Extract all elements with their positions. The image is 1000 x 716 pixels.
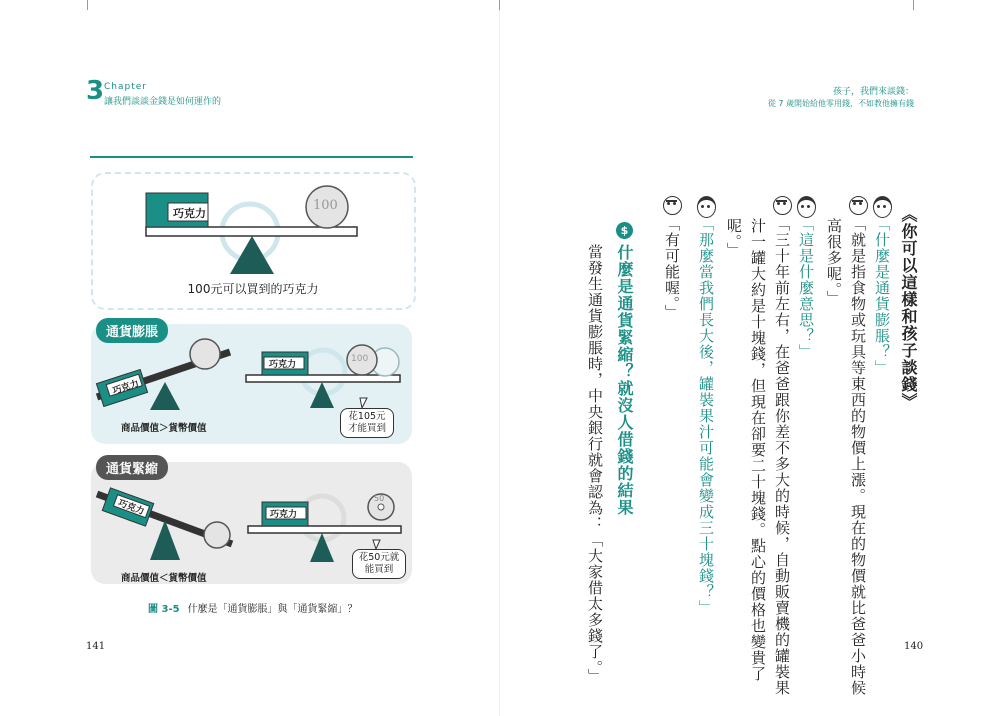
chocolate-label: 巧克力 [111,378,141,397]
scale-beam [248,526,401,533]
kid-avatar-icon [697,196,716,218]
dialogue-line: 「三十年前左右，在爸爸跟你差不多大的時候，自動販賣機的罐裝果 [773,216,791,696]
dad-avatar-icon [773,196,792,215]
chocolate-label: 巧克力 [173,207,206,220]
page-number-right: 140 [904,641,924,652]
dialogue-line: 「就是指食物或玩具等東西的物價上漲。現在的物價就比爸爸小時候 [849,216,867,696]
chocolate-label: 巧克力 [269,360,297,370]
dad-avatar-icon [663,196,682,215]
kid-avatar-icon [873,196,892,218]
chapter-number: 3 [86,76,105,106]
inflation-caption: 商品價值＞貨幣價值 [121,423,207,434]
body-text: 當發生通貨膨脹時，中央銀行就會認為：「大家借太多錢了。」 [586,244,604,685]
coin-100 [190,339,220,369]
page-number-left: 141 [86,641,106,652]
figure-caption: 圖 3-5 什麼是「通貨膨脹」與「通貨緊縮」？ [148,604,358,615]
coin-label: 100 [313,198,338,213]
dialogue-heading: 《你可以這樣和孩子談錢》 [899,206,918,410]
dialogue-line: 汁一罐大約是十塊錢，但現在卻要二十塊錢。點心的價格也變貴了 [749,218,767,682]
kid-avatar-icon [797,196,816,218]
coin-label: 100 [351,354,369,364]
dialogue-line: 「什麼是通貨膨脹？」 [873,216,891,376]
chocolate-label: 巧克力 [270,510,298,520]
deflation-caption: 商品價值＜貨幣價值 [121,573,207,584]
coin-label: 50 [374,494,385,503]
deflation-bubble: 花50元就 能買到 [352,549,406,579]
dialogue-line: 「這是什麼意思？」 [797,216,815,360]
dialogue-line: 呢。」 [725,218,743,259]
dialogue-line: 「有可能喔。」 [663,216,681,321]
deflation-tag: 通貨緊縮 [96,455,168,480]
chapter-word: Chapter [104,82,147,92]
section-title: 什麼是通貨緊縮？就沒人借錢的結果 [615,244,634,516]
scale-fulcrum [150,382,180,410]
inflation-tag: 通貨膨脹 [96,318,168,343]
panel1-caption: 100元可以買到的巧克力 [187,282,319,296]
dad-avatar-icon [849,196,868,215]
scale-beam [246,375,400,382]
coin-50 [204,522,230,548]
running-head: 孩子，我們來談錢： [832,87,914,97]
dialogue-line: 「那麼當我們長大後，罐裝果汁可能會變成三十塊錢？」 [697,216,715,616]
running-subhead: 從 7 歲開始給他零用錢，不如教他擁有錢 [767,99,914,108]
dollar-icon: $ [616,222,633,239]
dialogue-line: 高很多呢。」 [825,218,843,307]
inflation-bubble: 花105元 才能買到 [340,408,394,438]
chapter-title: 讓我們談談金錢是如何運作的 [104,97,222,107]
chocolate-label: 巧克力 [116,498,146,518]
